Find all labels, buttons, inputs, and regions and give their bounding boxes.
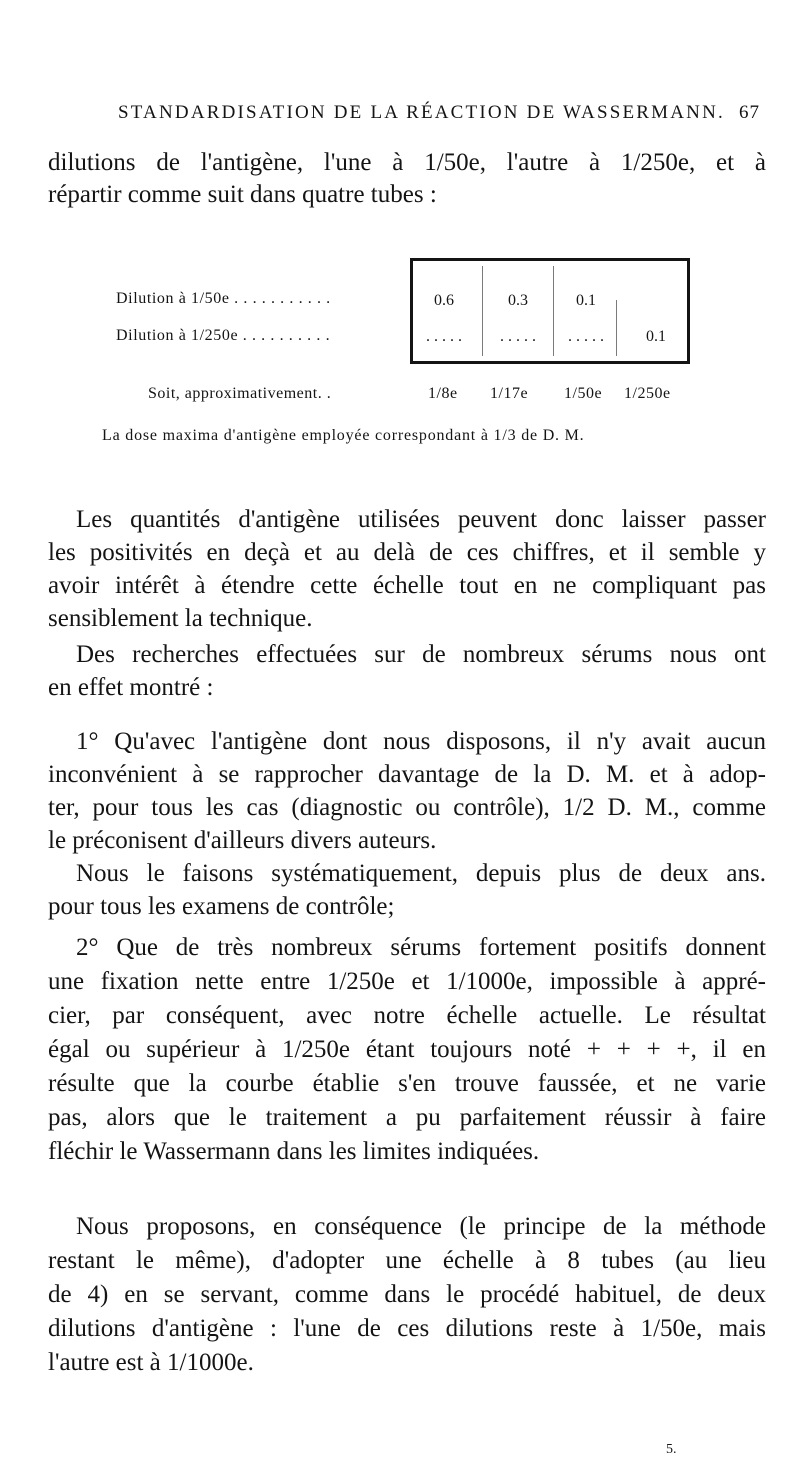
text-line: 2° Que de très nombreux sérums fortement positifs donnent: [76, 934, 766, 961]
text-line: une fixation nette entre 1/250e et 1/1000e, impossible à appré-: [48, 968, 766, 995]
row-label: Dilution à 1/50e . . . . . . . . . . .: [116, 290, 331, 307]
text-line: résulte que la courbe établie s'en trouve faussée, et ne varie: [48, 1070, 766, 1097]
text-line: pas, alors que le traitement a pu parfaitement réussir à faire: [48, 1104, 766, 1131]
text-line: dilutions de l'antigène, l'une à 1/50e, l'autre à 1/250e, et à: [48, 149, 766, 176]
column-divider: [553, 266, 554, 356]
column-divider: [616, 300, 617, 356]
table-frame: [410, 258, 690, 364]
table-cell: . . . . .: [500, 328, 536, 345]
text-line: Nous le faisons systématiquement, depuis plus de deux ans.: [76, 860, 766, 887]
approx-value: 1/250e: [624, 385, 671, 402]
table-note: La dose maxima d'antigène employée correspondant à 1/3 de D. M.: [102, 427, 585, 444]
page-number: 67: [739, 102, 760, 123]
text-line: fléchir le Wassermann dans les limites indiquées.: [48, 1138, 540, 1165]
text-line: pour tous les examens de contrôle;: [48, 893, 395, 920]
text-line: inconvénient à se rapprocher davantage de la D. M. et à adop-: [48, 761, 766, 788]
table-cell: 0.1: [576, 292, 596, 309]
table-cell: 0.6: [434, 292, 454, 309]
text-line: Des recherches effectuées sur de nombreux sérums nous ont: [76, 641, 766, 668]
text-line: le préconisent d'ailleurs divers auteurs.: [48, 827, 437, 854]
running-title: STANDARDISATION DE LA RÉACTION DE WASSERMANN.: [118, 102, 725, 123]
approx-value: 1/17e: [490, 385, 529, 402]
text-line: restant le même), d'adopter une échelle à 8 tubes (au lieu: [48, 1247, 766, 1274]
row-label: Dilution à 1/250e . . . . . . . . . .: [116, 327, 331, 344]
approx-value: 1/8e: [428, 385, 458, 402]
text-line: Les quantités d'antigène utilisées peuvent donc laisser passer: [76, 506, 766, 533]
text-line: Nous proposons, en conséquence (le principe de la méthode: [76, 1213, 766, 1240]
approx-value: 1/50e: [564, 385, 603, 402]
text-line: en effet montré :: [48, 674, 214, 701]
text-line: répartir comme suit dans quatre tubes :: [48, 181, 437, 208]
text-line: cier, par conséquent, avec notre échelle actuelle. Le résultat: [48, 1002, 766, 1029]
text-line: dilutions d'antigène : l'une de ces dilutions reste à 1/50e, mais: [48, 1315, 766, 1342]
signature-mark: 5.: [666, 1442, 677, 1457]
text-line: ter, pour tous les cas (diagnostic ou contrôle), 1/2 D. M., comme: [48, 794, 766, 821]
text-line: l'autre est à 1/1000e.: [48, 1349, 254, 1376]
table-cell: 0.1: [646, 328, 666, 345]
column-divider: [482, 266, 483, 356]
approx-label: Soit, approximativement. .: [148, 385, 332, 402]
text-line: de 4) en se servant, comme dans le procédé habituel, de deux: [48, 1281, 766, 1308]
text-line: avoir intérêt à étendre cette échelle tout en ne compliquant pas: [48, 572, 766, 599]
table-cell: . . . . .: [568, 328, 604, 345]
text-line: sensiblement la technique.: [48, 605, 313, 632]
table-cell: . . . . .: [426, 328, 462, 345]
text-line: égal ou supérieur à 1/250e étant toujours noté + + + +, il en: [48, 1036, 766, 1063]
table-cell: 0.3: [508, 292, 528, 309]
text-line: 1° Qu'avec l'antigène dont nous disposons, il n'y avait aucun: [76, 728, 766, 755]
text-line: les positivités en deçà et au delà de ces chiffres, et il semble y: [48, 539, 766, 566]
